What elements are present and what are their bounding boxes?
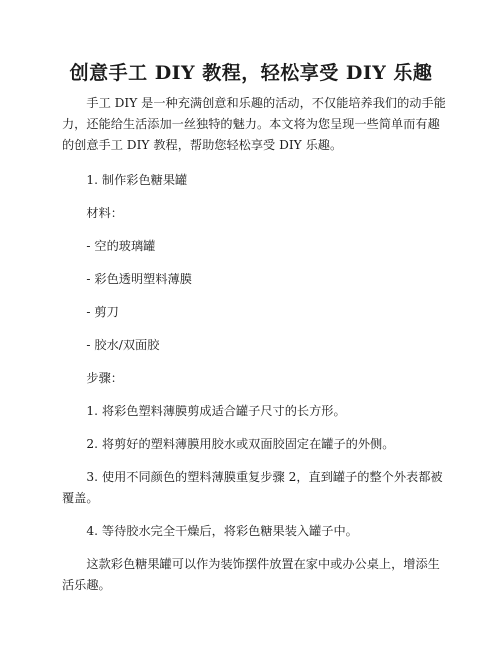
materials-label: 材料： (86, 206, 123, 220)
section-heading: 1. 制作彩色糖果罐 (86, 173, 188, 187)
material-item: - 剪刀 (86, 305, 119, 319)
closing-paragraph: 这款彩色糖果罐可以作为装饰摆件放置在家中或办公桌上，增添生活乐趣。 (62, 557, 440, 592)
step-item: 1. 将彩色塑料薄膜剪成适合罐子尺寸的长方形。 (86, 404, 346, 418)
material-item: - 彩色透明塑料薄膜 (86, 272, 192, 286)
step-item: 3. 使用不同颜色的塑料薄膜重复步骤 2，直到罐子的整个外表都被覆盖。 (62, 470, 443, 505)
intro-paragraph: 手工 DIY 是一种充满创意和乐趣的活动，不仅能培养我们的动手能力，还能给生活添加一丝独特的魅力。本文将为您呈现一些简单而有趣的创意手工 DIY 教程，帮助您轻松享受 DIY 乐趣。 (62, 96, 446, 152)
material-item: - 空的玻璃罐 (86, 239, 156, 253)
document-body (62, 93, 446, 596)
document-title: 创意手工 DIY 教程，轻松享受 DIY 乐趣 (69, 62, 433, 84)
step-item: 2. 将剪好的塑料薄膜用胶水或双面胶固定在罐子的外侧。 (86, 437, 395, 451)
step-item: 4. 等待胶水完全干燥后，将彩色糖果装入罐子中。 (86, 524, 358, 538)
material-item: - 胶水/双面胶 (86, 338, 160, 352)
steps-label: 步骤： (86, 371, 123, 385)
